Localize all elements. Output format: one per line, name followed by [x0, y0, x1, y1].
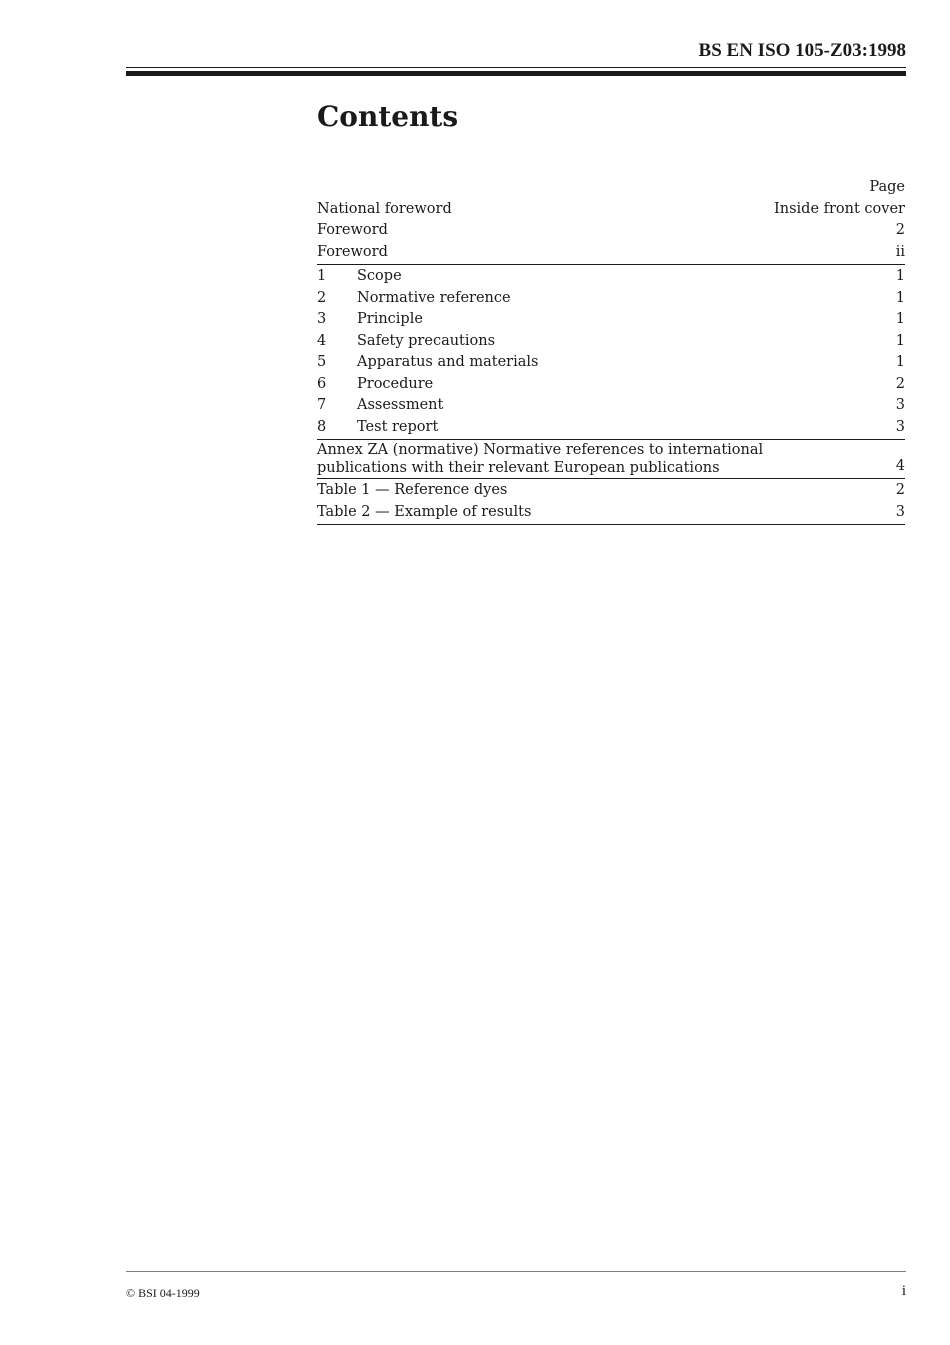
toc-entry-table-2[interactable] [317, 502, 905, 524]
page-title: Contents [317, 100, 459, 133]
toc-entry-scope[interactable] [317, 266, 905, 288]
toc-entry-national-foreword[interactable] [317, 199, 905, 221]
toc-entry-annex-za[interactable] [317, 441, 905, 477]
clause-number: 5 [317, 354, 327, 370]
toc-entry-page: ii [895, 243, 905, 260]
toc-entry-label: Procedure [357, 375, 434, 392]
page-column-label: Page [869, 179, 905, 195]
toc-entry-normative-reference[interactable] [317, 288, 905, 310]
toc-entry-label: Apparatus and materials [357, 354, 539, 370]
toc-entry-assessment[interactable] [317, 395, 905, 417]
clause-number: 1 [317, 268, 327, 284]
clause-number: 7 [317, 397, 327, 413]
toc-entry-page: 3 [895, 397, 905, 413]
toc-entry-test-report[interactable] [317, 417, 905, 439]
document-identifier: BS EN ISO 105-Z03:1998 [698, 40, 906, 61]
toc-entry-principle[interactable] [317, 309, 905, 331]
toc-entry-foreword[interactable] [317, 220, 905, 242]
toc-entry-page: Inside front cover [774, 200, 905, 217]
clause-number: 4 [317, 332, 327, 349]
clause-number: 6 [317, 375, 327, 392]
toc-entry-safety-precautions[interactable] [317, 331, 905, 353]
toc-entry-page: 3 [895, 418, 905, 435]
toc-entry-page: 3 [895, 503, 905, 520]
toc-entry-procedure[interactable] [317, 374, 905, 396]
toc-entry-label: Foreword [317, 222, 388, 238]
annex-group [317, 441, 905, 479]
tables-group [317, 480, 905, 525]
clause-number: 2 [317, 289, 327, 306]
table-of-contents [317, 177, 905, 526]
footer-rule [126, 1271, 906, 1272]
copyright-notice: © BSI 04-1999 [126, 1286, 200, 1300]
toc-entry-page: 1 [895, 268, 905, 284]
toc-entry-page: 1 [895, 311, 905, 327]
toc-entry-label: Normative reference [357, 289, 511, 306]
toc-entry-label: Table 2 — Example of results [317, 503, 532, 520]
toc-entry-label: Scope [357, 268, 402, 284]
page-number: i [901, 1283, 906, 1299]
toc-entry-label: National foreword [317, 200, 452, 217]
toc-entry-page: 1 [895, 332, 905, 349]
toc-entry-label: Test report [357, 418, 439, 435]
clause-number: 8 [317, 418, 327, 435]
toc-entry-page: 1 [895, 289, 905, 306]
toc-entry-page: 2 [895, 375, 905, 392]
toc-entry-table-1[interactable] [317, 480, 905, 502]
header-rule-thick [126, 71, 906, 76]
annex-title-line-2: publications with their relevant European publications [317, 460, 720, 476]
toc-entry-page: 4 [895, 457, 905, 474]
toc-entry-label: Table 1 — Reference dyes [317, 482, 508, 498]
front-matter-group [317, 199, 905, 266]
clause-number: 3 [317, 311, 327, 327]
toc-entry-page: 2 [895, 222, 905, 238]
toc-entry-foreword-2[interactable] [317, 242, 905, 264]
clauses-group [317, 266, 905, 440]
toc-entry-page: 2 [895, 482, 905, 498]
toc-entry-page: 1 [895, 354, 905, 370]
annex-title-line-1: Annex ZA (normative) Normative references to international [317, 442, 764, 458]
header-rule-thin [126, 67, 906, 68]
toc-entry-label: Principle [357, 311, 423, 327]
toc-entry-label: Foreword [317, 243, 388, 260]
toc-entry-apparatus-and-materials[interactable] [317, 352, 905, 374]
toc-entry-label: Safety precautions [357, 332, 496, 349]
toc-entry-label: Assessment [357, 397, 444, 413]
